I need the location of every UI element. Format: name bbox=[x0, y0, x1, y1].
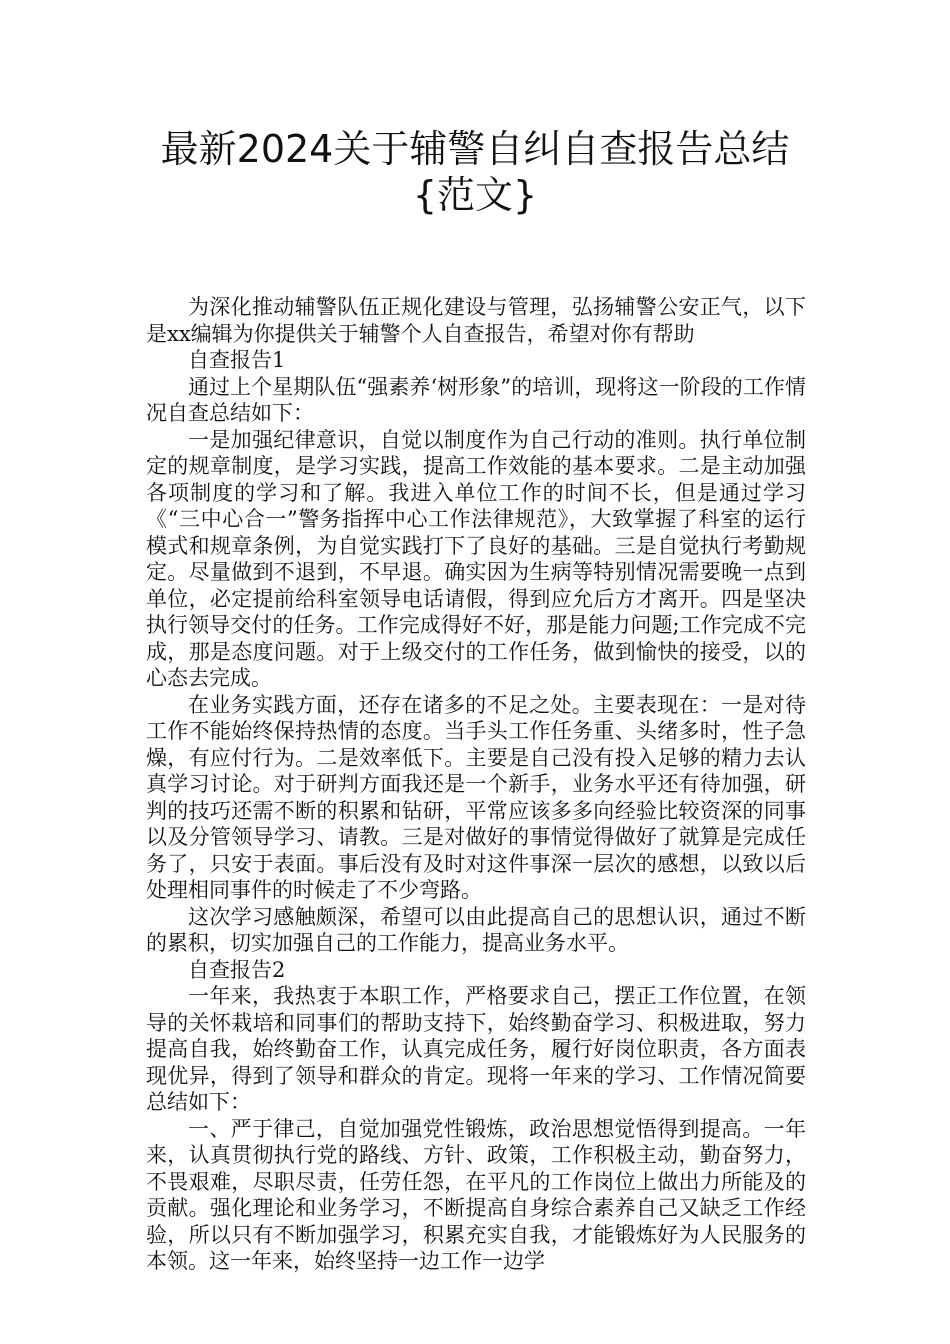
paragraph-intro: 为深化推动辅警队伍正规化建设与管理，弘扬辅警公安正气，以下是xx编辑为你提供关于辅警个人自查报告，希望对你有帮助 bbox=[146, 295, 806, 346]
paragraph: 通过上个星期队伍“强素养‘树形象”的培训，现将这一阶段的工作情况自查总结如下： bbox=[146, 374, 806, 425]
paragraph: 一年来，我热衷于本职工作，严格要求自己，摆正工作位置，在领导的关怀栽培和同事们的帮助支持下，始终勤奋学习、积极进取，努力提高自我，始终勤奋工作，认真完成任务，履行好岗位职责，各方面表现优异，得到了领导和群众的肯定。现将一年来的学习、工作情况简要总结如下： bbox=[146, 984, 806, 1114]
paragraph: 一是加强纪律意识，自觉以制度作为自己行动的准则。执行单位制定的规章制度，是学习实践，提高工作效能的基本要求。二是主动加强各项制度的学习和了解。我进入单位工作的时间不长，但是通过学习《“三中心合一”警务指挥中心工作法律规范》，大致掌握了科室的运行模式和规章条例，为自觉实践打下了良好的基础。三是自觉执行考勤规定。尽量做到不退到，不早退。确实因为生病等特别情况需要晚一点到单位，必定提前给科室领导电话请假，得到应允后方才离开。四是坚决执行领导交付的任务。工作完成得好不好，那是能力问题;工作完成不完成，那是态度问题。对于上级交付的工作任务，做到愉快的接受，以的心态去完成。 bbox=[146, 427, 806, 690]
document-title bbox=[120, 126, 830, 218]
document-body bbox=[146, 294, 806, 1275]
paragraph: 这次学习感触颇深，希望可以由此提高自己的思想认识，通过不断的累积，切实加强自己的工作能力，提高业务水平。 bbox=[146, 904, 806, 955]
title-line-1: 最新2024关于辅警自纠自查报告总结 bbox=[160, 127, 790, 171]
section-heading-report-2: 自查报告2 bbox=[188, 957, 286, 982]
title-line-2: {范文} bbox=[412, 173, 538, 217]
paragraph: 在业务实践方面，还存在诸多的不足之处。主要表现在：一是对待工作不能始终保持热情的态度。当手头工作任务重、头绪多时，性子急燥，有应付行为。二是效率低下。主要是自己没有投入足够的精力去认真学习讨论。对于研判方面我还是一个新手，业务水平还有待加强，研判的技巧还需不断的积累和钻研，平常应该多多向经验比较资深的同事以及分管领导学习、请教。三是对做好的事情觉得做好了就算是完成任务了，只安于表面。事后没有及时对这件事深一层次的感想，以致以后处理相同事件的时候走了不少弯路。 bbox=[146, 692, 806, 902]
section-heading-report-1: 自查报告1 bbox=[188, 348, 286, 372]
paragraph: 一、严于律己，自觉加强党性锻炼，政治思想觉悟得到提高。一年来，认真贯彻执行党的路线、方针、政策，工作积极主动，勤奋努力，不畏艰难，尽职尽责，任劳任怨，在平凡的工作岗位上做出力所能及的贡献。强化理论和业务学习，不断提高自身综合素养自己又缺乏工作经验，所以只有不断加强学习，积累充实自我，才能锻炼好为人民服务的本领。这一年来，始终坚持一边工作一边学 bbox=[146, 1116, 806, 1273]
